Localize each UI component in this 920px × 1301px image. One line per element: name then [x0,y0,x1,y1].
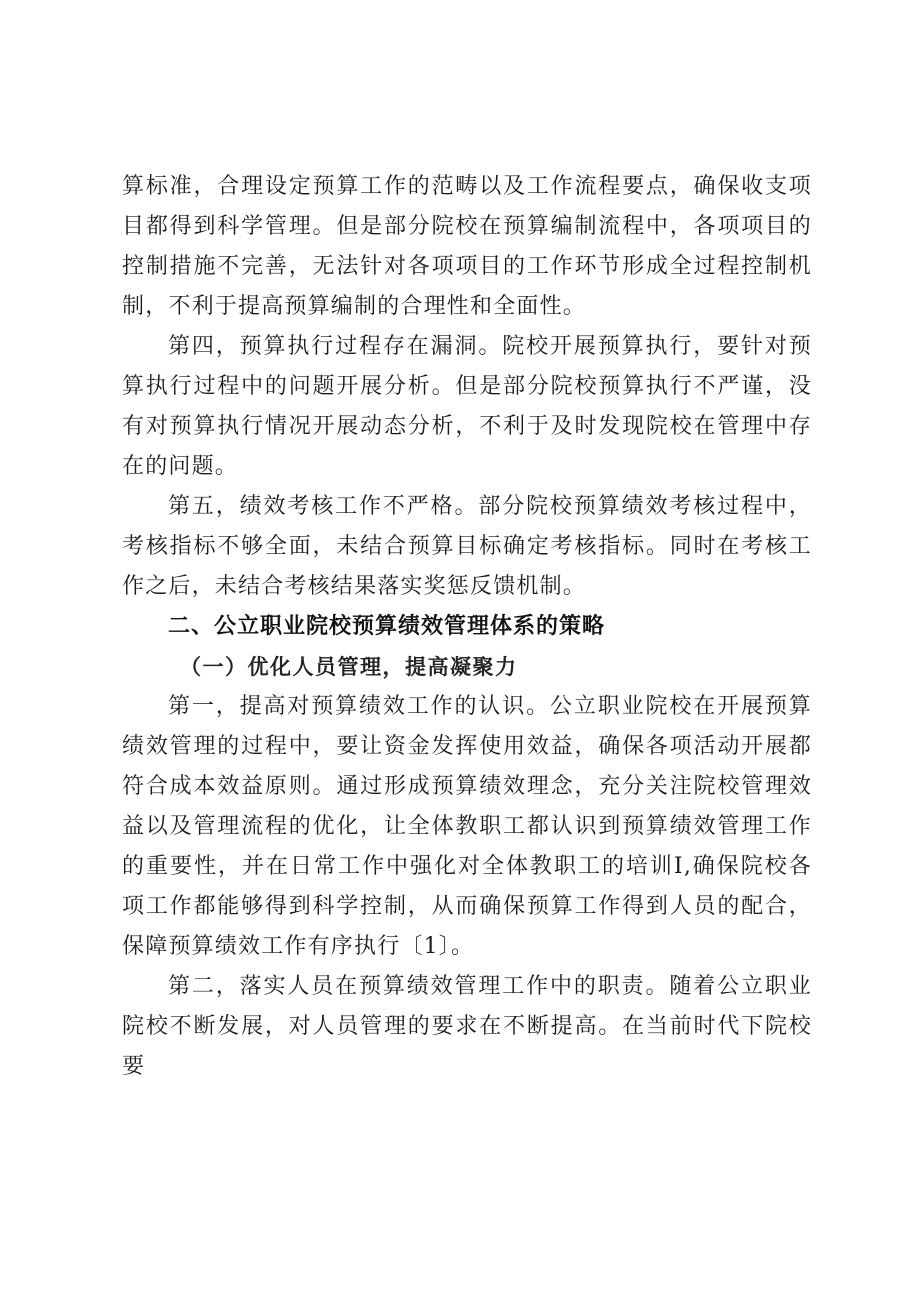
section-heading: 二、公立职业院校预算绩效管理体系的策略 [168,614,606,639]
paragraph-fifth-performance-assessment: 第五，绩效考核工作不严格。部分院校预算绩效考核过程中，考核指标不够全面，未结合预算目标确定考核指标。同时在考核工作之后，未结合考核结果落实奖惩反馈机制。 [122,494,812,599]
paragraph-first-awareness: 第一，提高对预算绩效工作的认识。公立职业院校在开展预算绩效管理的过程中，要让资金发挥使用效益，确保各项活动开展都符合成本效益原则。通过形成预算绩效理念，充分关注院校管理效益以及管理流程的优化，让全体教职工都认识到预算绩效管理工作的重要性，并在日常工作中强化对全体教职工的培训I,确保院校各项工作都能够得到科学控制，从而确保预算工作得到人员的配合，保障预算绩效工作有序执行〔1〕。 [122,694,812,959]
document-body [122,167,812,1087]
paragraph-second-responsibilities: 第二，落实人员在预算绩效管理工作中的职责。随着公立职业院校不断发展，对人员管理的要求在不断提高。在当前时代下院校要 [122,974,812,1079]
paragraph-budget-standards: 算标准，合理设定预算工作的范畴以及工作流程要点，确保收支项目都得到科学管理。但是部分院校在预算编制流程中，各项项目的控制措施不完善，无法针对各项项目的工作环节形成全过程控制机制，不利于提高预算编制的合理性和全面性。 [122,174,812,319]
sub-heading: （一）优化人员管理，提高凝聚力 [180,654,518,679]
paragraph-fourth-execution-loopholes: 第四，预算执行过程存在漏洞。院校开展预算执行，要针对预算执行过程中的问题开展分析。但是部分院校预算执行不严谨，没有对预算执行情况开展动态分析，不利于及时发现院校在管理中存在的问题。 [122,334,812,479]
